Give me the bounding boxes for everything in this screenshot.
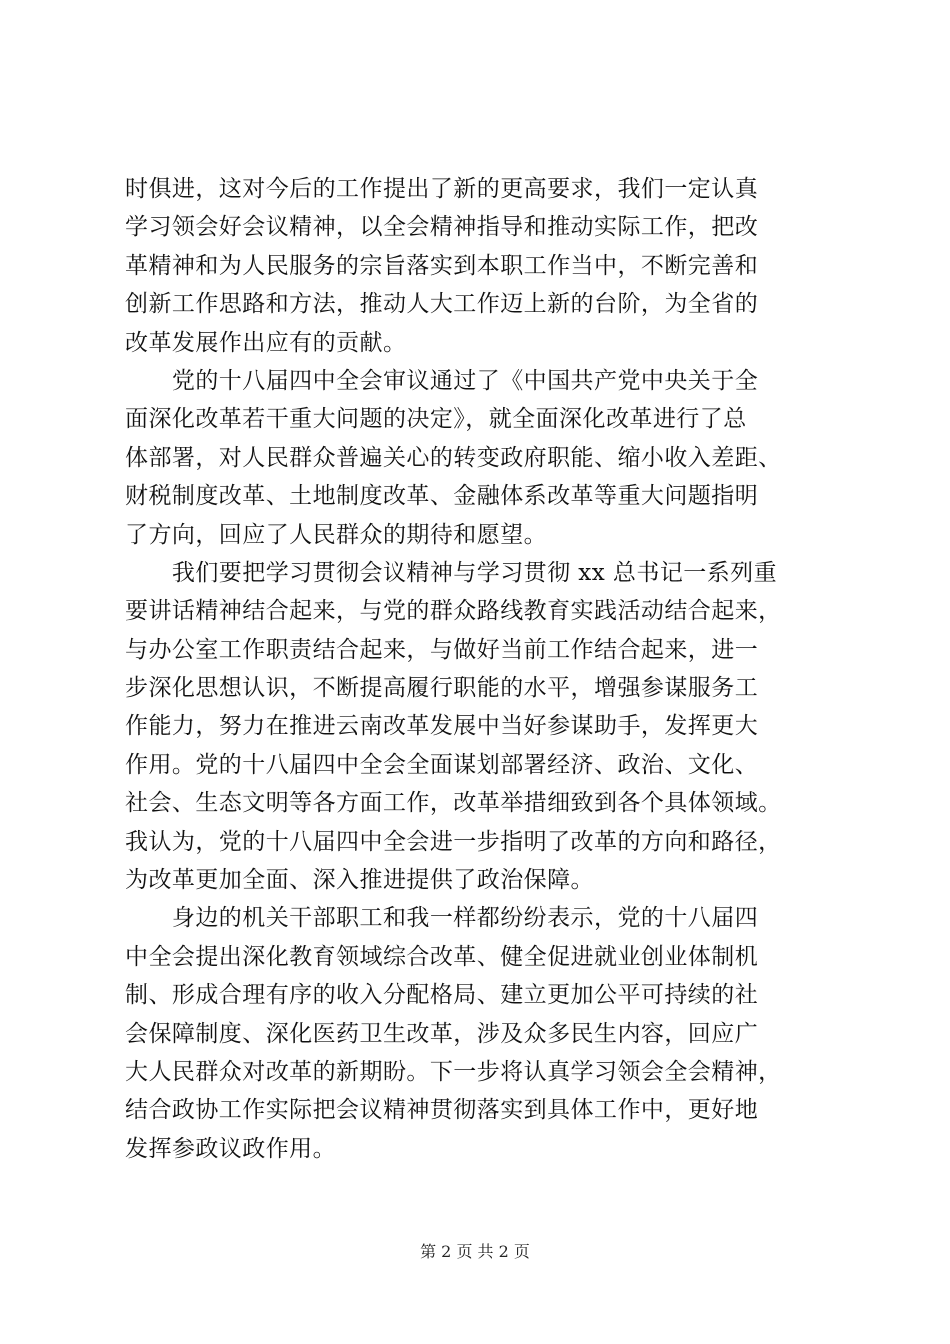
- text-line: 体部署，对人民群众普遍关心的转变政府职能、缩小收入差距、: [125, 444, 782, 471]
- text-line: 要讲话精神结合起来，与党的群众路线教育实践活动结合起来，: [125, 598, 782, 625]
- text-line: 社会、生态文明等各方面工作，改革举措细致到各个具体领域。: [125, 790, 782, 817]
- text-line: 革精神和为人民服务的宗旨落实到本职工作当中，不断完善和: [125, 252, 759, 279]
- text-line: 创新工作思路和方法，推动人大工作迈上新的台阶，为全省的: [125, 291, 759, 318]
- text-line: 中全会提出深化教育领域综合改革、健全促进就业创业体制机: [125, 943, 759, 970]
- text-line: 会保障制度、深化医药卫生改革，涉及众多民生内容，回应广: [125, 1020, 759, 1047]
- text-line: 作用。党的十八届四中全会全面谋划部署经济、政治、文化、: [125, 751, 759, 778]
- text-line: 大人民群众对改革的新期盼。下一步将认真学习领会全会精神，: [125, 1058, 782, 1085]
- text-line: 结合政协工作实际把会议精神贯彻落实到具体工作中，更好地: [125, 1097, 759, 1124]
- text-line: 步深化思想认识，不断提高履行职能的水平，增强参谋服务工: [125, 675, 759, 702]
- text-line: 为改革更加全面、深入推进提供了政治保障。: [125, 867, 594, 894]
- text-line: 学习领会好会议精神，以全会精神指导和推动实际工作，把改: [125, 214, 759, 241]
- text-line: 发挥参政议政作用。: [125, 1135, 337, 1162]
- document-body: [125, 170, 833, 1168]
- text-line: 与办公室工作职责结合起来，与做好当前工作结合起来，进一: [125, 636, 759, 663]
- text-line: 我认为，党的十八届四中全会进一步指明了改革的方向和路径，: [125, 828, 782, 855]
- text-line: 时俱进，这对今后的工作提出了新的更高要求，我们一定认真: [125, 176, 759, 202]
- text-line: 财税制度改革、土地制度改革、金融体系改革等重大问题指明: [125, 483, 759, 510]
- text-line: 制、形成合理有序的收入分配格局、建立更加公平可持续的社: [125, 982, 759, 1009]
- text-line: 面深化改革若干重大问题的决定》，就全面深化改革进行了总: [125, 406, 747, 433]
- page-number-footer: 第 2 页 共 2 页: [420, 1242, 530, 1261]
- text-line: 了方向，回应了人民群众的期待和愿望。: [125, 521, 548, 548]
- text-line: 作能力，努力在推进云南改革发展中当好参谋助手，发挥更大: [125, 713, 759, 740]
- text-line: 党的十八届四中全会审议通过了《中国共产党中央关于全: [125, 367, 759, 394]
- text-line: 改革发展作出应有的贡献。: [125, 329, 407, 356]
- text-line: 我们要把学习贯彻会议精神与学习贯彻 xx 总书记一系列重: [125, 559, 778, 586]
- text-line: 身边的机关干部职工和我一样都纷纷表示，党的十八届四: [125, 905, 759, 932]
